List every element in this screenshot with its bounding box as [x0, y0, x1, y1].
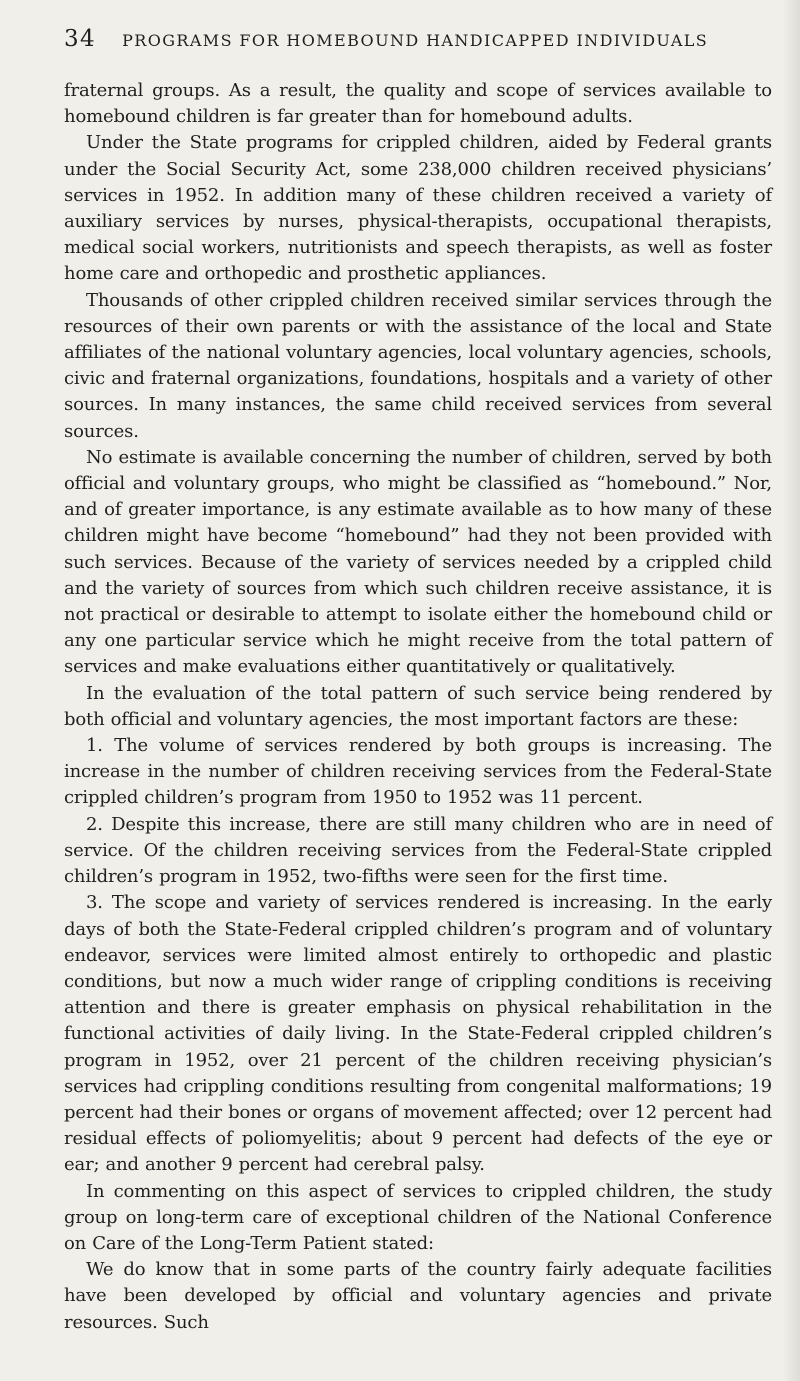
running-title: PROGRAMS FOR HOMEBOUND HANDICAPPED INDIVIDUALS	[122, 31, 709, 50]
page-header	[64, 26, 772, 52]
paragraph-2: Under the State programs for crippled children, aided by Federal grants under the Social Security Act, some 238,000 children received physicians’ services in 1952. In addition many of these children received a variety of auxiliary services by nurses, physical-therapists, occupational therapists, medical social workers, nutritionists and speech therapists, as well as foster home care and orthopedic and prosthetic appliances.	[64, 132, 772, 285]
paragraph-6: In commenting on this aspect of services to crippled children, the study group on long-term care of exceptional children of the National Conference on Care of the Long-Term Patient stated:	[64, 1180, 772, 1254]
list-item-1: 1. The volume of services rendered by both groups is increasing. The increase in the number of children receiving services from the Federal-State crippled children’s program from 1950 to 1952 was 11 percent.	[64, 735, 772, 809]
page-number: 34	[64, 26, 97, 52]
paragraph-4: No estimate is available concerning the number of children, served by both official and voluntary groups, who might be classified as “homebound.” Nor, and of greater importance, is any estimate available as to how many of these children might have become “homebound” had they not been provided with such services. Because of the variety of services needed by a crippled child and the variety of sources from which such children receive assistance, it is not practical or desirable to attempt to isolate either the homebound child or any one particular service which he might receive from the total pattern of services and make evaluations either quantitatively or qualitatively.	[64, 446, 772, 678]
paragraph-3: Thousands of other crippled children received similar services through the resources of their own parents or with the assistance of the local and State affiliates of the national voluntary agencies, local voluntary agencies, schools, civic and fraternal organizations, foundations, hospitals and a variety of other sources. In many instances, the same child received services from several sources.	[64, 289, 772, 442]
page-edge-shadow	[782, 0, 800, 1381]
paragraph-1: fraternal groups. As a result, the quality and scope of services available to homebound children is far greater than for homebound adults.	[64, 80, 772, 128]
list-item-3: 3. The scope and variety of services rendered is increasing. In the early days of both the State-Federal crippled children’s program and of voluntary endeavor, services were limited almost entirely to orthopedic and plastic conditions, but now a much wider range of crippling conditions is receiving attention and there is greater emphasis on physical rehabilitation in the functional activities of daily living. In the State-Federal crippled children’s program in 1952, over 21 percent of the children receiving physician’s services had crippling conditions resulting from congenital malformations; 19 percent had their bones or organs of movement affected; over 12 percent had residual effects of poliomyelitis; about 9 percent had defects of the eye or ear; and another 9 percent had cerebral palsy.	[64, 892, 772, 1176]
quoted-paragraph: We do know that in some parts of the country fairly adequate facilities have been developed by official and voluntary agencies and private resources. Such	[64, 1259, 772, 1333]
paragraph-5: In the evaluation of the total pattern of such service being rendered by both official and voluntary agencies, the most important factors are these:	[64, 682, 772, 730]
body-text	[64, 78, 772, 1336]
list-item-2: 2. Despite this increase, there are still many children who are in need of service. Of the children receiving services from the Federal-State crippled children’s program in 1952, two-fifths were seen for the first time.	[64, 813, 772, 888]
